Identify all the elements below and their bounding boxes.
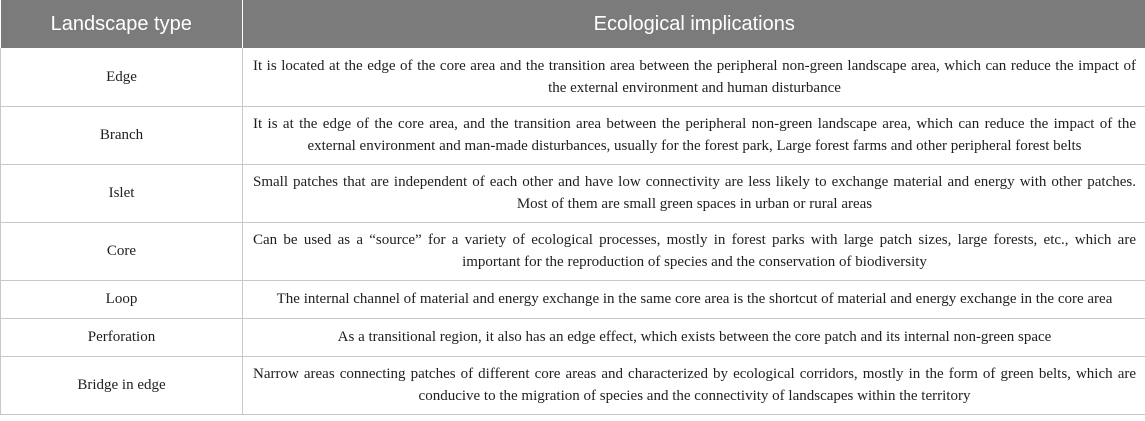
header-landscape-type: Landscape type <box>1 0 243 48</box>
ecological-implication-cell: The internal channel of material and energy exchange in the same core area is the shortcut of material and energy exchange in the core area <box>243 280 1145 318</box>
table-row <box>1 280 1145 318</box>
ecological-implication-cell: Can be used as a “source” for a variety of ecological processes, mostly in forest parks with large patch sizes, large forests, etc., which are important for the reproduction of species and the conservation of biodiversity <box>243 222 1145 280</box>
table-row <box>1 106 1145 164</box>
table-row <box>1 164 1145 222</box>
landscape-type-cell: Bridge in edge <box>1 356 243 414</box>
landscape-type-cell: Core <box>1 222 243 280</box>
table-body <box>1 48 1145 414</box>
table-row <box>1 48 1145 106</box>
ecological-implication-cell: It is at the edge of the core area, and the transition area between the peripheral non-green landscape area, which can reduce the impact of the external environment and man-made disturbances, usually for the forest park, Large forest farms and other peripheral forest belts <box>243 106 1145 164</box>
landscape-type-cell: Loop <box>1 280 243 318</box>
table-row <box>1 318 1145 356</box>
header-ecological-implications: Ecological implications <box>593 12 795 35</box>
landscape-type-cell: Perforation <box>1 318 243 356</box>
ecological-implication-cell: Narrow areas connecting patches of different core areas and characterized by ecological corridors, mostly in the form of green belts, which are conducive to the migration of species and the connectivity of landscapes within the territory <box>243 356 1145 414</box>
table-row <box>1 222 1145 280</box>
landscape-type-cell: Branch <box>1 106 243 164</box>
landscape-type-cell: Islet <box>1 164 243 222</box>
ecological-implication-cell: It is located at the edge of the core area and the transition area between the peripheral non-green landscape area, which can reduce the impact of the external environment and human disturbance <box>243 48 1145 106</box>
table-row <box>1 356 1145 414</box>
landscape-type-cell: Edge <box>1 48 243 106</box>
table-header-row <box>1 0 1145 48</box>
ecological-implication-cell: As a transitional region, it also has an edge effect, which exists between the core patch and its internal non-green space <box>243 318 1145 356</box>
table-header <box>1 0 1145 48</box>
ecological-implication-cell: Small patches that are independent of each other and have low connectivity are less likely to exchange material and energy with other patches. Most of them are small green spaces in urban or rural areas <box>243 164 1145 222</box>
